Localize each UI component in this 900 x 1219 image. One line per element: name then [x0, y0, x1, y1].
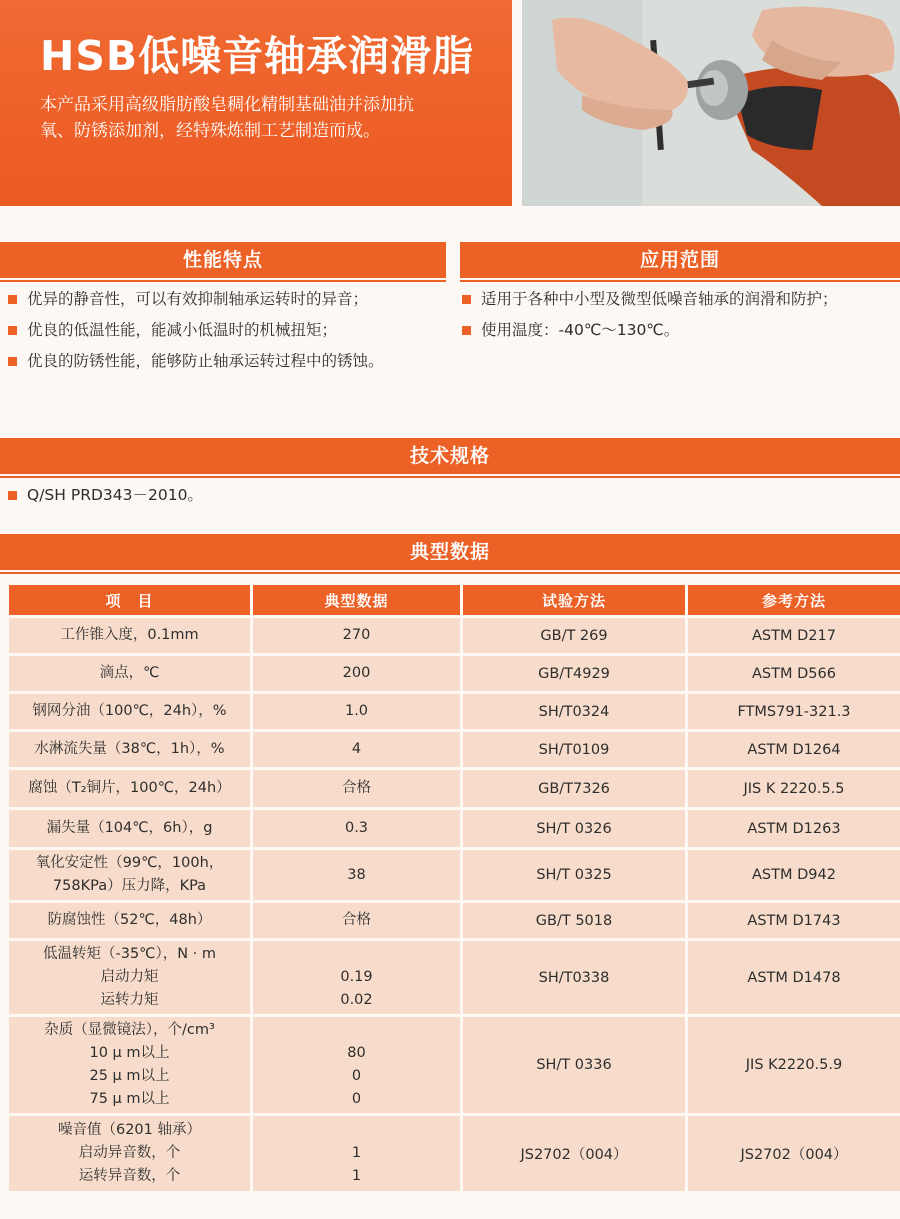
cell-value	[252, 940, 462, 1016]
cell-item-line: 运转力矩	[100, 992, 159, 1008]
cell-item-line: 杂质（显微镜法），个/cm³	[44, 1022, 215, 1038]
table-row	[8, 940, 900, 1016]
cell-item-line: 75 μ m以上	[89, 1091, 170, 1107]
cell-item-line: 水淋流失量（38℃，1h），%	[34, 741, 225, 757]
cell-item-line: 25 μ m以上	[89, 1068, 170, 1084]
cell-value-line: 38	[347, 866, 366, 883]
cell-value-line: 0.19	[340, 969, 373, 985]
cell-item-line: 滴点，℃	[99, 665, 160, 681]
cell-item-line: 低温转矩（-35℃），N · m	[42, 946, 216, 962]
table-row	[8, 693, 900, 731]
cell-method: SH/T0109	[462, 731, 687, 769]
list-item: 优良的防锈性能，能够防止轴承运转过程中的锈蚀。	[6, 346, 384, 377]
column-header-method: 试验方法	[462, 584, 687, 617]
bullet-square-icon	[8, 326, 17, 335]
list-item: 优异的静音性，可以有效抑制轴承运转时的异音；	[6, 284, 384, 315]
features-list	[6, 284, 384, 377]
bullet-square-icon	[8, 295, 17, 304]
cell-value-line	[257, 943, 456, 966]
cell-value	[252, 849, 462, 902]
cell-reference: JS2702（004）	[687, 1115, 900, 1193]
cell-value-line	[257, 1119, 456, 1142]
product-description-line-1: 本产品采用高级脂肪酸皂稠化精制基础油并添加抗	[40, 95, 414, 115]
cell-value-line: 4	[351, 741, 362, 757]
cell-method: SH/T 0326	[462, 809, 687, 849]
features-heading: 性能特点	[0, 242, 446, 278]
list-item: Q/SH PRD343－2010。	[6, 480, 203, 511]
cell-item	[8, 849, 252, 902]
spec-list	[6, 480, 203, 511]
cell-method: GB/T 5018	[462, 902, 687, 940]
page-title: HSB低噪音轴承润滑脂	[40, 32, 475, 80]
table-row	[8, 1115, 900, 1193]
cell-value-line: 合格	[342, 780, 371, 796]
cell-item-line: 防腐蚀性（52℃，48h）	[47, 912, 212, 928]
cell-value-line: 0	[351, 1068, 362, 1084]
table-row	[8, 769, 900, 809]
table-header-row	[8, 584, 900, 617]
cell-value-line: 1	[351, 1145, 362, 1161]
cell-item-line: 运转异音数，个	[78, 1168, 181, 1184]
hero-banner	[0, 0, 512, 206]
cell-item	[8, 940, 252, 1016]
cell-method: GB/T4929	[462, 655, 687, 693]
cell-item-line: 启动异音数，个	[78, 1145, 181, 1161]
table-body	[8, 617, 900, 1193]
cell-method: GB/T7326	[462, 769, 687, 809]
cell-reference: FTMS791-321.3	[687, 693, 900, 731]
cell-value	[252, 1115, 462, 1193]
cell-item-line: 腐蚀（T₂铜片，100℃，24h）	[28, 780, 231, 796]
hero-photo-drill-hands	[522, 0, 900, 206]
cell-value	[252, 769, 462, 809]
list-item: 使用温度：-40℃～130℃。	[460, 315, 838, 346]
typical-heading: 典型数据	[0, 534, 900, 570]
cell-value-line: 1.0	[344, 703, 369, 719]
cell-value-line: 0.02	[340, 992, 373, 1008]
scope-heading: 应用范围	[460, 242, 900, 278]
cell-value	[252, 655, 462, 693]
product-description-line-2: 氧、防锈添加剂，经特殊炼制工艺制造而成。	[40, 121, 380, 141]
cell-item	[8, 655, 252, 693]
cell-reference: ASTM D1743	[687, 902, 900, 940]
table-row	[8, 617, 900, 655]
column-header-reference: 参考方法	[687, 584, 900, 617]
list-item: 适用于各种中小型及微型低噪音轴承的润滑和防护；	[460, 284, 838, 315]
cell-value-line: 200	[342, 665, 371, 681]
cell-method: GB/T 269	[462, 617, 687, 655]
bullet-square-icon	[8, 491, 17, 500]
cell-reference: ASTM D942	[687, 849, 900, 902]
table-row	[8, 1016, 900, 1115]
cell-value-line	[257, 1019, 456, 1042]
cell-item-line: 启动力矩	[100, 969, 159, 985]
cell-item	[8, 1016, 252, 1115]
cell-item	[8, 617, 252, 655]
column-header-value: 典型数据	[252, 584, 462, 617]
spec-heading: 技术规格	[0, 438, 900, 474]
hero	[0, 0, 900, 210]
cell-item-line: 噪音值（6201 轴承）	[57, 1122, 201, 1138]
cell-item	[8, 1115, 252, 1193]
bullet-square-icon	[8, 357, 17, 366]
cell-value-line: 270	[342, 627, 371, 643]
cell-method: SH/T 0336	[462, 1016, 687, 1115]
cell-reference: ASTM D1478	[687, 940, 900, 1016]
typical-data-table	[6, 582, 900, 1194]
column-header-item: 项 目	[8, 584, 252, 617]
list-item: 优良的低温性能，能减小低温时的机械扭矩；	[6, 315, 384, 346]
table-row	[8, 731, 900, 769]
cell-item	[8, 769, 252, 809]
cell-item	[8, 731, 252, 769]
cell-reference: ASTM D1264	[687, 731, 900, 769]
cell-item-line: 工作锥入度，0.1mm	[60, 627, 199, 643]
cell-method: JS2702（004）	[462, 1115, 687, 1193]
cell-reference: ASTM D217	[687, 617, 900, 655]
cell-value-line: 合格	[342, 912, 371, 928]
cell-value	[252, 731, 462, 769]
cell-method: SH/T0324	[462, 693, 687, 731]
table-row	[8, 849, 900, 902]
cell-item-line: 氧化安定性（99℃，100h，	[35, 855, 224, 871]
cell-value	[252, 617, 462, 655]
cell-value	[252, 693, 462, 731]
cell-item-line: 漏失量（104℃，6h），g	[46, 820, 213, 836]
table-row	[8, 902, 900, 940]
cell-reference: JIS K 2220.5.5	[687, 769, 900, 809]
table-row	[8, 655, 900, 693]
cell-value-line: 80	[347, 1045, 366, 1061]
cell-reference: ASTM D566	[687, 655, 900, 693]
bullet-square-icon	[462, 295, 471, 304]
cell-value-line: 1	[351, 1168, 362, 1184]
product-description	[40, 92, 510, 144]
cell-item-line: 10 μ m以上	[89, 1045, 170, 1061]
cell-item	[8, 693, 252, 731]
cell-value	[252, 809, 462, 849]
cell-method: SH/T 0325	[462, 849, 687, 902]
cell-value	[252, 902, 462, 940]
cell-reference: JIS K2220.5.9	[687, 1016, 900, 1115]
table-row	[8, 809, 900, 849]
cell-method: SH/T0338	[462, 940, 687, 1016]
cell-item-line: 758KPa）压力降，KPa	[52, 878, 207, 894]
cell-item-line: 钢网分油（100℃，24h），%	[32, 703, 227, 719]
cell-item	[8, 902, 252, 940]
cell-reference: ASTM D1263	[687, 809, 900, 849]
cell-value-line: 0	[351, 1091, 362, 1107]
bullet-square-icon	[462, 326, 471, 335]
cell-value	[252, 1016, 462, 1115]
scope-list	[460, 284, 838, 346]
cell-value-line: 0.3	[344, 820, 369, 836]
cell-item	[8, 809, 252, 849]
